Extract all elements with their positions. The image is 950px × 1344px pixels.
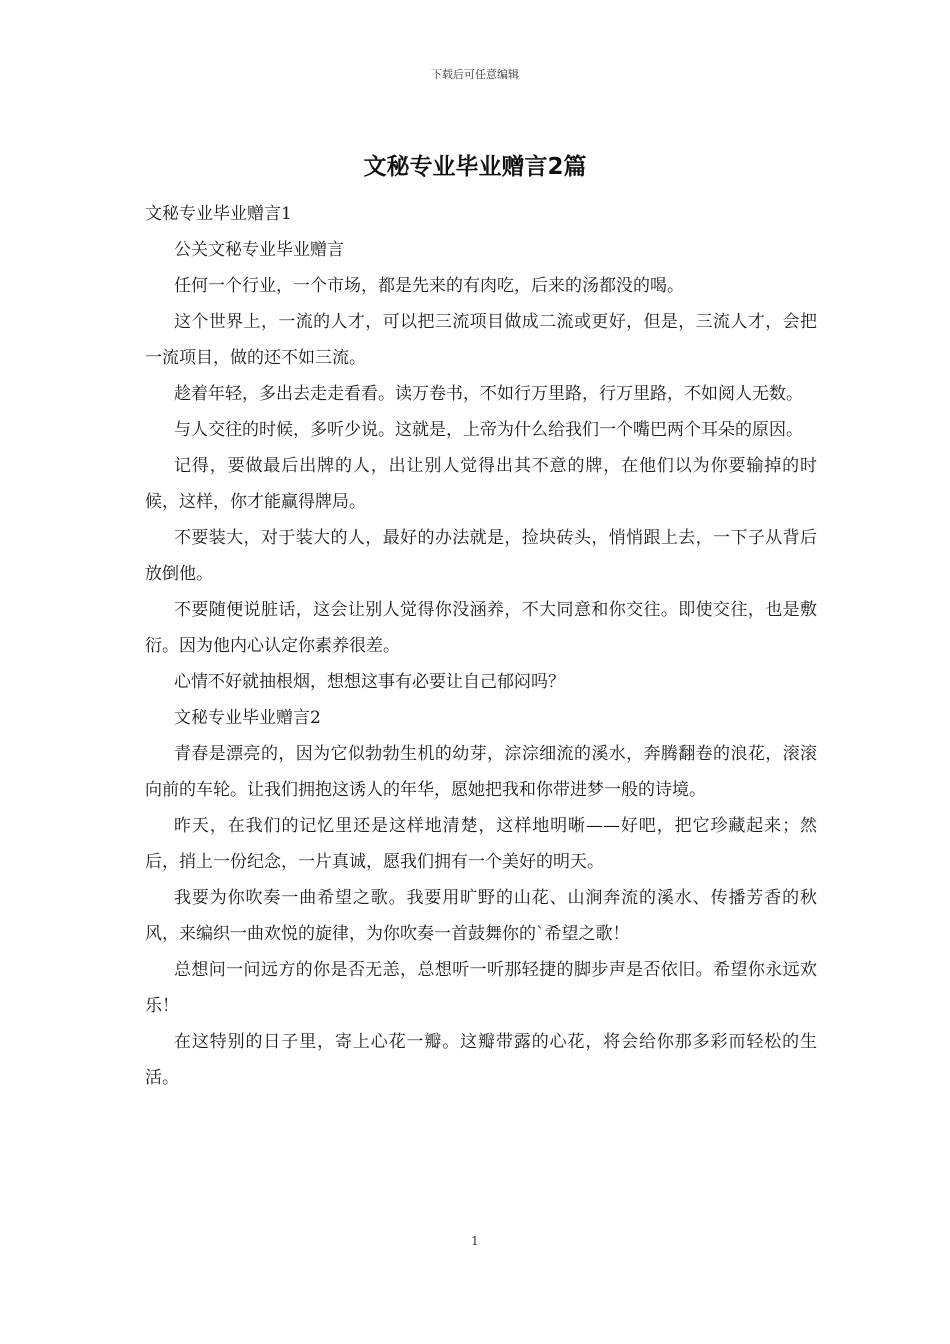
paragraph: 青春是漂亮的，因为它似勃勃生机的幼芽，淙淙细流的溪水，奔腾翻卷的浪花，滚滚向前的车轮。让我们拥抱这诱人的年华，愿她把我和你带进梦一般的诗境。	[145, 744, 817, 800]
paragraph: 我要为你吹奏一曲希望之歌。我要用旷野的山花、山涧奔流的溪水、传播芳香的秋风，来编织一曲欢悦的旋律，为你吹奏一首鼓舞你的`希望之歌！	[145, 888, 817, 944]
section-heading-1: 文秘专业毕业赠言1	[145, 204, 292, 224]
paragraph: 这个世界上，一流的人才，可以把三流项目做成二流或更好，但是，三流人才，会把一流项目，做的还不如三流。	[145, 312, 817, 368]
paragraph: 总想问一问远方的你是否无恙，总想听一听那轻捷的脚步声是否依旧。希望你永远欢乐！	[145, 960, 817, 1016]
paragraph: 昨天，在我们的记忆里还是这样地清楚，这样地明晰——好吧，把它珍藏起来；然后，捎上一份纪念，一片真诚，愿我们拥有一个美好的明天。	[145, 816, 817, 872]
paragraph: 不要装大，对于装大的人，最好的办法就是，捡块砖头，悄悄跟上去，一下子从背后放倒他。	[145, 528, 817, 584]
paragraph: 任何一个行业，一个市场，都是先来的有肉吃，后来的汤都没的喝。	[174, 276, 684, 296]
paragraph: 不要随便说脏话，这会让别人觉得你没涵养，不大同意和你交往。即使交往，也是敷衍。因为他内心认定你素养很差。	[145, 600, 817, 656]
header-note: 下载后可任意编辑	[431, 68, 519, 81]
document-body	[145, 196, 817, 1096]
paragraph: 公关文秘专业毕业赠言	[174, 240, 344, 260]
paragraph: 在这特别的日子里，寄上心花一瓣。这瓣带露的心花，将会给你那多彩而轻松的生活。	[145, 1032, 817, 1088]
paragraph: 趁着年轻，多出去走走看看。读万卷书，不如行万里路，行万里路，不如阅人无数。	[174, 384, 803, 404]
page-number: 1	[471, 1234, 479, 1248]
paragraph: 与人交往的时候，多听少说。这就是，上帝为什么给我们一个嘴巴两个耳朵的原因。	[174, 420, 803, 440]
document-title: 文秘专业毕业赠言2篇	[363, 154, 587, 180]
paragraph: 记得，要做最后出牌的人，出让别人觉得出其不意的牌，在他们以为你要输掉的时候，这样，你才能赢得牌局。	[145, 456, 817, 512]
paragraph: 心情不好就抽根烟，想想这事有必要让自己郁闷吗？	[174, 672, 565, 692]
section-heading-2: 文秘专业毕业赠言2	[174, 708, 321, 728]
